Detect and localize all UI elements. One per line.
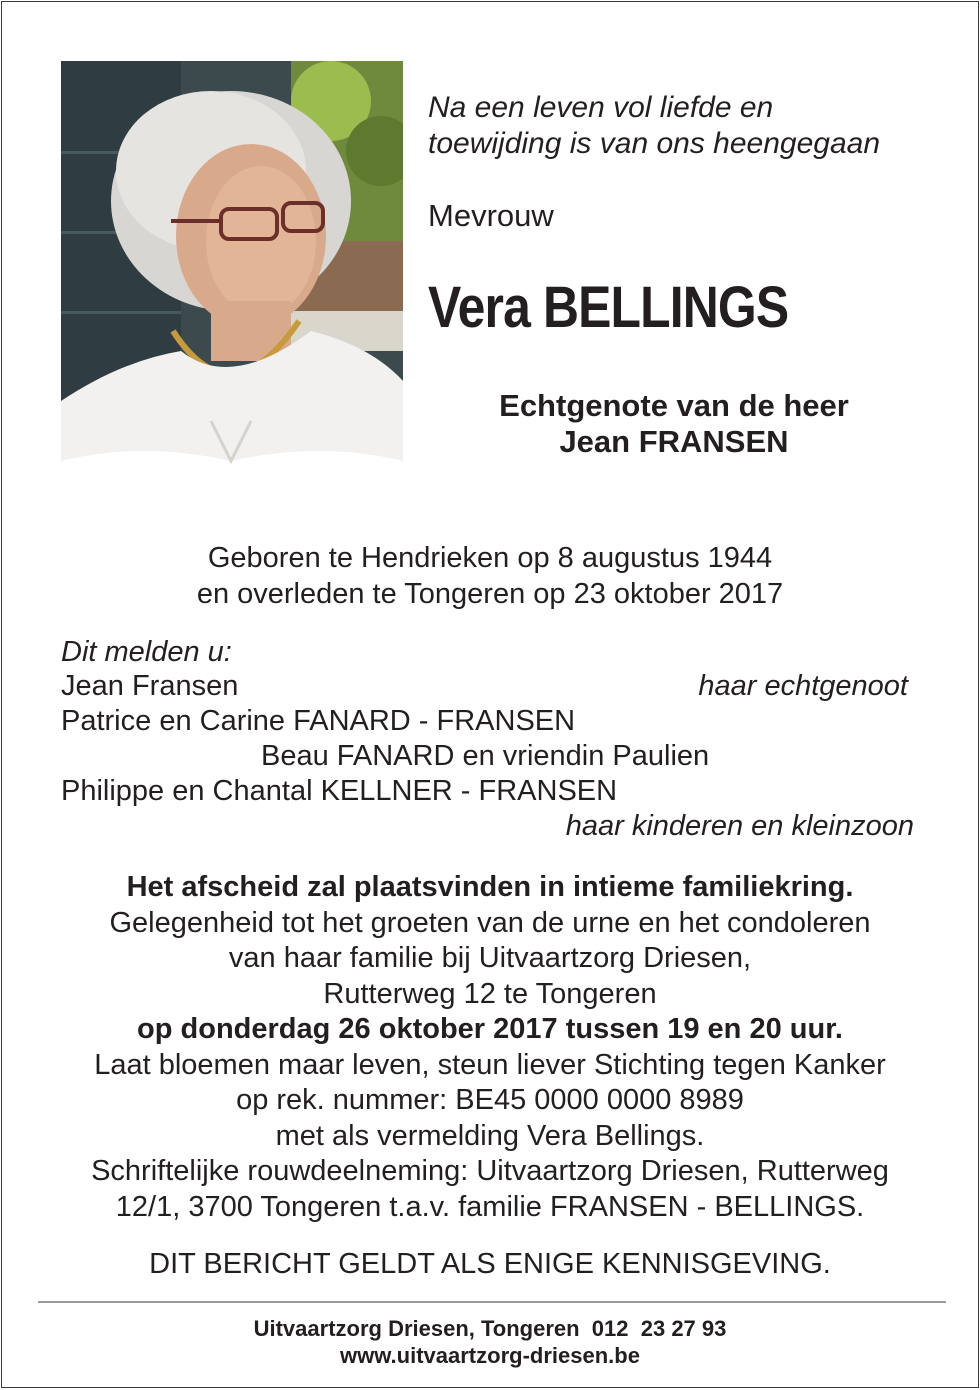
announcer-line: Philippe en Chantal KELLNER - FRANSEN [61, 775, 618, 807]
announcer-line: Beau FANARD en vriendin Paulien [261, 740, 710, 772]
farewell-line: 12/1, 3700 Tongeren t.a.v. familie FRANSEN - BELLINGS. [115, 1190, 865, 1223]
divider [38, 1301, 946, 1303]
announcer-line: Jean Fransen [61, 670, 239, 702]
intro-line: toewijding is van ons heengegaan [428, 127, 881, 160]
farewell-line: Schriftelijke rouwdeelneming: Uitvaartzorg Driesen, Rutterweg [91, 1155, 889, 1187]
farewell-block [2, 870, 978, 1225]
farewell-headline: Het afscheid zal plaatsvinden in intieme familiekring. [126, 871, 854, 903]
funeral-home-contact: Uitvaartzorg Driesen, Tongeren 012 23 27 93 [253, 1316, 727, 1341]
announcer-relation: haar kinderen en kleinzoon [565, 810, 914, 842]
spouse-block [428, 388, 920, 460]
funeral-home-website[interactable]: www.uitvaartzorg-driesen.be [340, 1343, 640, 1368]
birth-death-block [2, 540, 978, 612]
obituary-card [1, 1, 979, 1388]
notice-text: DIT BERICHT GELDT ALS ENIGE KENNISGEVING. [149, 1248, 831, 1280]
intro-line: Na een leven vol liefde en [428, 91, 774, 124]
farewell-line: op rek. nummer: BE45 0000 0000 8989 [236, 1084, 744, 1116]
announcers-label: Dit melden u: [61, 636, 232, 668]
portrait-photo [61, 61, 403, 522]
deceased-name: Vera BELLINGS [428, 275, 789, 340]
farewell-line: Rutterweg 12 te Tongeren [323, 977, 657, 1010]
footer [2, 1315, 978, 1369]
spouse-line: Jean FRANSEN [559, 424, 789, 459]
honorific: Mevrouw [428, 198, 554, 233]
intro-text [428, 90, 880, 162]
announcer-relation: haar echtgenoot [698, 670, 908, 702]
farewell-line: van haar familie bij Uitvaartzorg Driesen, [228, 942, 752, 974]
spouse-line: Echtgenote van de heer [499, 388, 849, 423]
birth-line: Geboren te Hendrieken op 8 augustus 1944 [207, 542, 773, 574]
farewell-line: Gelegenheid tot het groeten van de urne en het condoleren [109, 906, 871, 939]
farewell-line: Laat bloemen maar leven, steun liever Stichting tegen Kanker [94, 1048, 886, 1081]
death-line: en overleden te Tongeren op 23 oktober 2017 [196, 578, 784, 610]
announcer-line: Patrice en Carine FANARD - FRANSEN [61, 705, 576, 737]
farewell-date: op donderdag 26 oktober 2017 tussen 19 en 20 uur. [137, 1013, 843, 1045]
farewell-line: met als vermelding Vera Bellings. [275, 1119, 705, 1152]
